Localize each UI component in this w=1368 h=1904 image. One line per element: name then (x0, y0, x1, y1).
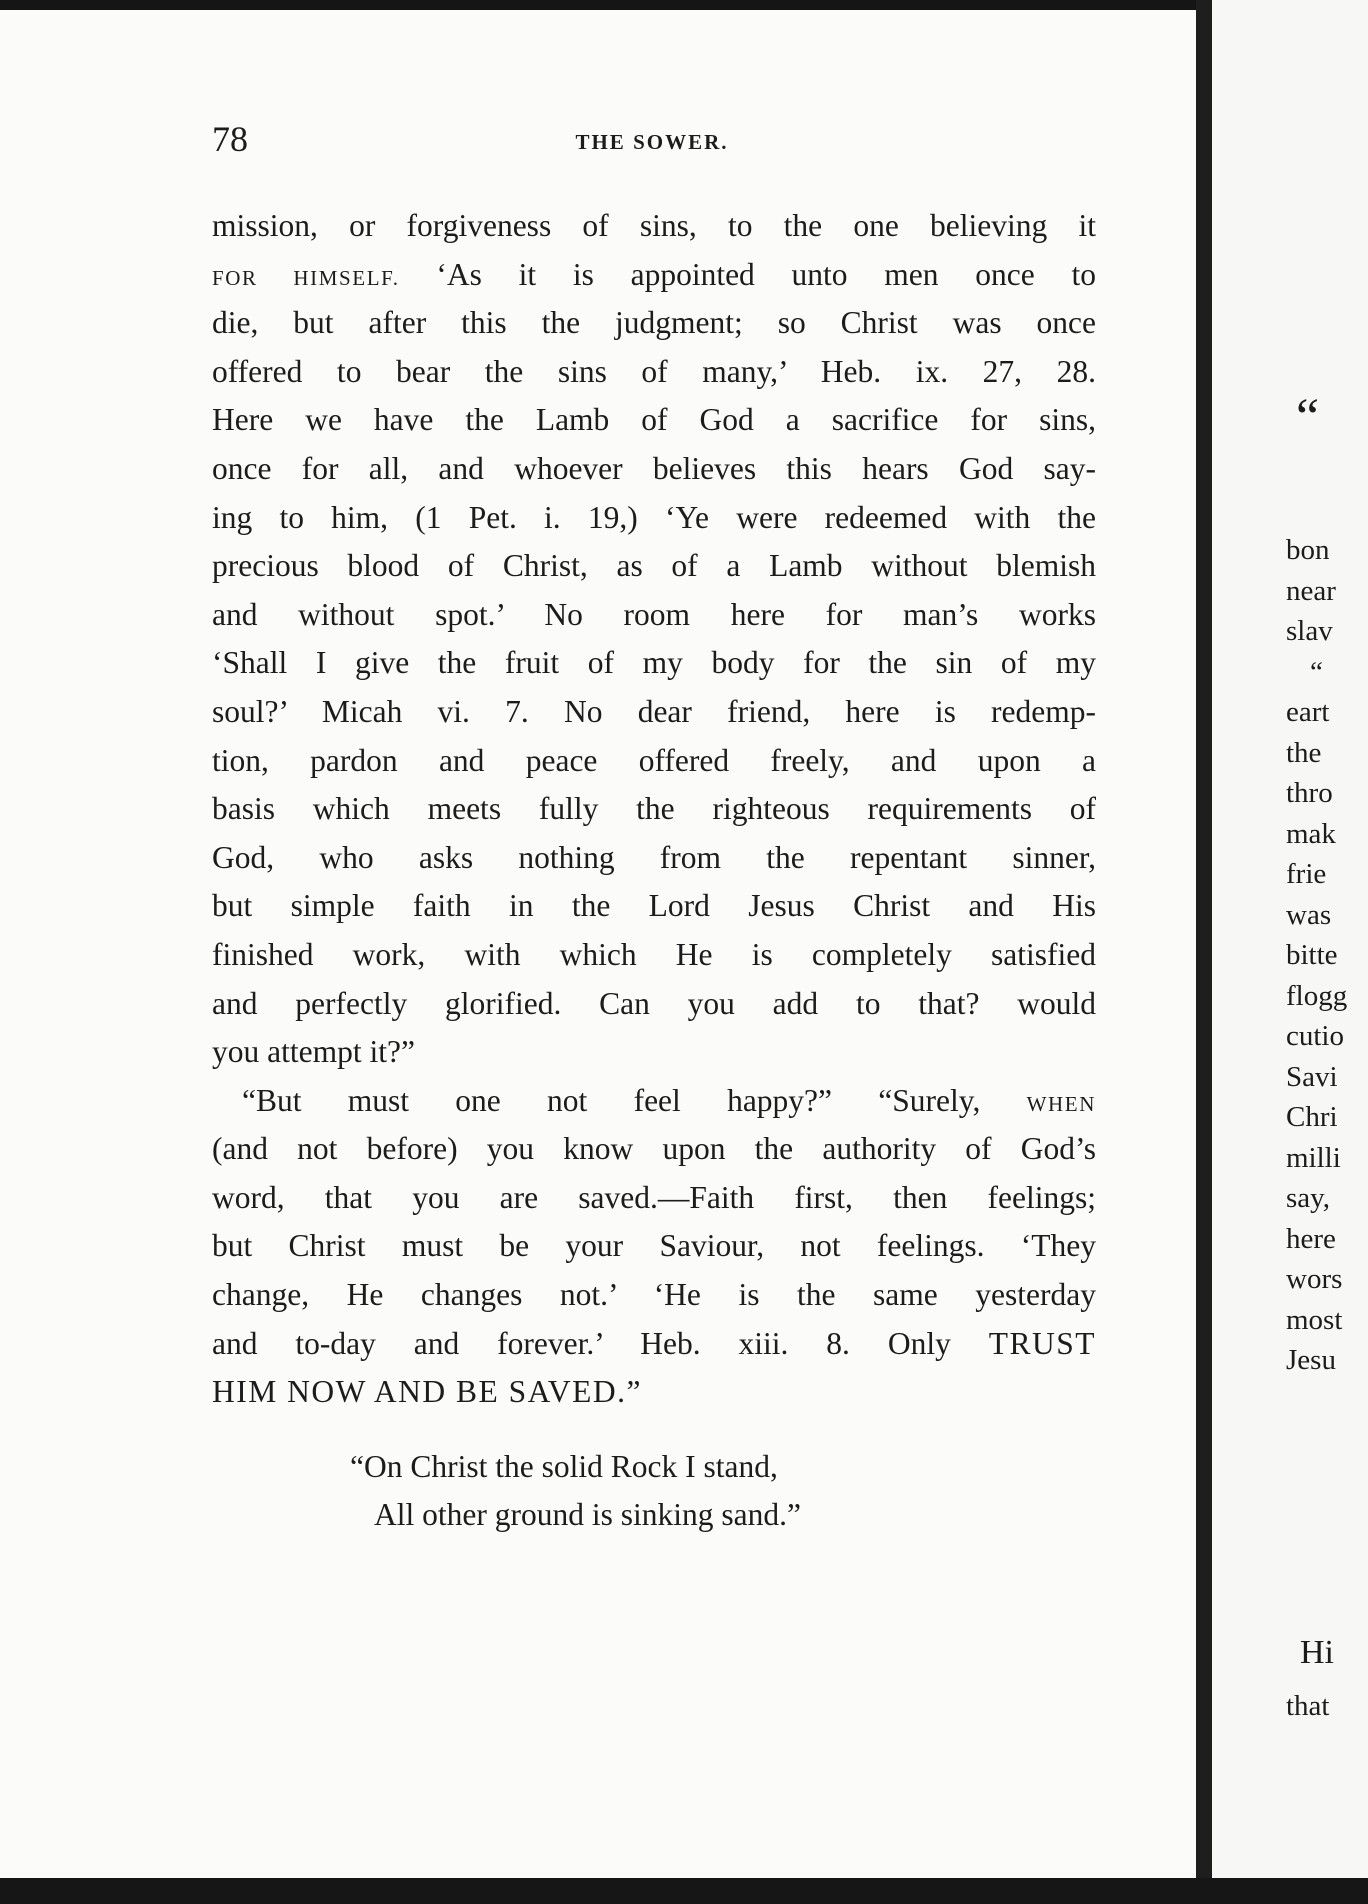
facing-page-fragment: say, (1286, 1182, 1331, 1214)
page-body (212, 202, 1096, 1540)
facing-page-fragment: Savi (1286, 1060, 1338, 1093)
facing-page-fragment: milli (1286, 1141, 1341, 1174)
text-line: ing to him, (1 Pet. i. 19,) ‘Ye were redeemed with the (212, 499, 1096, 535)
page-header (212, 118, 1092, 168)
facing-page-fragment: bitte (1286, 939, 1338, 971)
text-line: precious blood of Christ, as of a Lamb without blemish (212, 548, 1096, 584)
facing-page-fragment: thro (1286, 777, 1333, 809)
facing-page-fragment: cutio (1286, 1020, 1344, 1052)
text-line (212, 1077, 1096, 1126)
small-caps-text: FOR HIMSELF. (212, 265, 400, 290)
text-line (212, 1320, 1096, 1369)
book-gutter (1196, 0, 1212, 1904)
text-line: once for all, and whoever believes this hears God say- (212, 450, 1096, 486)
facing-page-fragment: Hi (1300, 1634, 1334, 1671)
text-line: God, who asks nothing from the repentant sinner, (212, 839, 1096, 875)
text-line: word, that you are saved.—Faith first, then feelings; (212, 1179, 1096, 1215)
facing-page-fragment: wors (1286, 1263, 1343, 1295)
facing-page-fragment: frie (1286, 858, 1327, 890)
text-line: and without spot.’ No room here for man’s works (212, 596, 1096, 632)
caps-text: TRUST (988, 1325, 1096, 1361)
paragraph (212, 202, 1096, 1077)
facing-page-fragment: most (1286, 1303, 1343, 1336)
text-line (212, 251, 1096, 300)
facing-page-fragment: eart (1286, 696, 1330, 728)
small-caps-text: WHEN (1026, 1091, 1096, 1116)
text-line: die, but after this the judgment; so Christ was once (212, 305, 1096, 341)
facing-page-fragment: that (1286, 1690, 1330, 1722)
text-line: Here we have the Lamb of God a sacrifice for sins, (212, 402, 1096, 438)
facing-page-fragment: was (1286, 898, 1332, 931)
text-line: HIM NOW AND BE SAVED.” (212, 1374, 642, 1410)
verse (212, 1443, 1096, 1540)
facing-page-quote-mark: “ (1296, 389, 1320, 446)
text-line: and perfectly glorified. Can you add to that? would (212, 985, 1096, 1021)
text-span: and to-day and forever.’ Heb. xiii. 8. Only (212, 1325, 989, 1361)
facing-page-fragment: here (1286, 1222, 1336, 1255)
scan-border (0, 1878, 1368, 1904)
verse-line: All other ground is sinking sand.” (374, 1497, 801, 1533)
facing-page-fragment: Jesu (1286, 1344, 1336, 1376)
facing-page-fragment: slav (1286, 615, 1333, 647)
text-line: mission, or forgiveness of sins, to the one believing it (212, 208, 1096, 243)
facing-page-fragment: flogg (1286, 979, 1348, 1012)
text-line: but simple faith in the Lord Jesus Christ and His (212, 888, 1096, 924)
verse-line: “On Christ the solid Rock I stand, (350, 1448, 778, 1484)
facing-page-fragment: Chri (1286, 1101, 1338, 1133)
text-line: soul?’ Micah vi. 7. No dear friend, here is redemp- (212, 693, 1096, 729)
facing-page-fragment: mak (1286, 817, 1336, 850)
text-span: “But must one not feel happy?” “Surely, (242, 1082, 1027, 1118)
facing-page-fragment: near (1286, 574, 1336, 607)
page-number: 78 (212, 119, 248, 159)
text-line: you attempt it?” (212, 1034, 415, 1070)
text-line: (and not before) you know upon the authority of God’s (212, 1131, 1096, 1167)
text-line: change, He changes not.’ ‘He is the same yesterday (212, 1277, 1096, 1313)
facing-page-fragment: bon (1286, 534, 1330, 566)
text-line: offered to bear the sins of many,’ Heb. ix. 27, 28. (212, 353, 1096, 389)
facing-page-fragment: “ (1310, 655, 1323, 688)
text-line: tion, pardon and peace offered freely, and upon a (212, 742, 1096, 778)
facing-page-fragment: the (1286, 736, 1322, 769)
text-line: finished work, with which He is completely satisfied (212, 936, 1096, 972)
running-head: THE SOWER. (575, 130, 729, 154)
text-span: ‘As it is appointed unto men once to (399, 256, 1096, 292)
text-line: basis which meets fully the righteous requirements of (212, 791, 1096, 827)
text-line: but Christ must be your Saviour, not feelings. ‘They (212, 1228, 1096, 1264)
text-line: ‘Shall I give the fruit of my body for the sin of my (212, 645, 1096, 681)
paragraph (212, 1077, 1096, 1417)
